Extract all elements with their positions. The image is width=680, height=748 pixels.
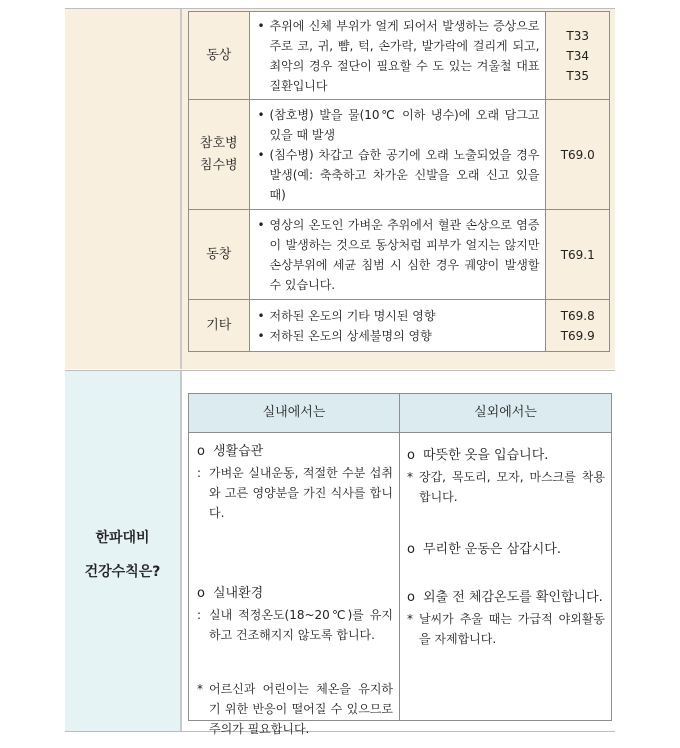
temp-title: 외출 전 체감온도를 확인합니다. xyxy=(423,590,603,605)
list-item: o 실내환경 : 실내 적정온도(18~20℃)를 유지하고 건조해지지 않도록 합니다. xyxy=(197,583,393,645)
list-item: o 따뜻한 옷을 입습니다. * 장갑, 목도리, 모자, 마스크를 착용합니다. xyxy=(407,445,605,507)
list-item: • 추위에 신체 부위가 얼게 되어서 발생하는 증상으로 주로 코, 귀, 뺨, 턱, 손가락, 발가락에 걸리게 되고, 최악의 경우 절단이 필요할 수 도 있는 겨울철 대표 질환입니다 xyxy=(257,18,540,93)
disease-name: 동창 xyxy=(189,210,250,300)
table-row xyxy=(189,100,610,210)
list-item: * 어르신과 어린이는 체온을 유지하기 위한 반응이 떨어질 수 있으므로 주의가 필요합니다. xyxy=(197,679,393,739)
disease-name: 기타 xyxy=(189,300,250,352)
section-title: 한파대비 건강수칙은? xyxy=(84,530,161,580)
disease-description xyxy=(249,210,546,300)
section-divider xyxy=(180,371,182,731)
table-row xyxy=(189,300,610,352)
list-item: o 생활습관 : 가벼운 실내운동, 적절한 수분 섭취와 고른 영양분을 가진 식사를 합니다. xyxy=(197,441,393,523)
list-item: • (참호병) 발을 물(10℃ 이하 냉수)에 오래 담그고 있을 때 발생 xyxy=(257,107,540,142)
outdoor-header: 실외에서는 xyxy=(474,405,537,420)
note-text: 어르신과 어린이는 체온을 유지하기 위한 반응이 떨어질 수 있으므로 주의가 필요합니다. xyxy=(209,682,393,736)
list-item: • 영상의 온도인 가벼운 추위에서 혈관 손상으로 염증이 발생하는 것으로 동상처럼 피부가 얼지는 않지만 손상부위에 세균 침범 시 심한 경우 궤양이 발생할 수 있습니다. xyxy=(257,217,540,292)
list-item: • (침수병) 차갑고 습한 공기에 오래 노출되었을 경우 발생(예: 축축하고 차가운 신발을 오래 신고 있을 때) xyxy=(257,147,540,202)
disease-section xyxy=(65,8,615,369)
list-item: o 무리한 운동은 삼갑시다. xyxy=(407,542,561,557)
page xyxy=(65,8,615,736)
clothes-text: 장갑, 목도리, 모자, 마스크를 착용합니다. xyxy=(419,470,605,504)
health-tips-sidebar xyxy=(65,371,180,731)
env-title: 실내환경 xyxy=(213,586,264,601)
temp-text: 날씨가 추울 때는 가급적 야외활동을 자제합니다. xyxy=(419,612,605,646)
env-text: 실내 적정온도(18~20℃)를 유지하고 건조해지지 않도록 합니다. xyxy=(209,608,393,642)
disease-codes: T69.0 xyxy=(546,100,610,210)
habit-title: 생활습관 xyxy=(213,444,264,459)
list-item: o 외출 전 체감온도를 확인합니다. * 날씨가 추울 때는 가급적 야외활동을 자제합니다. xyxy=(407,587,605,649)
clothes-title: 따뜻한 옷을 입습니다. xyxy=(423,448,549,463)
disease-codes: T69.8 T69.9 xyxy=(546,300,610,352)
disease-description xyxy=(249,300,546,352)
tips-table xyxy=(188,393,612,736)
disease-description xyxy=(249,100,546,210)
disease-name: 동상 xyxy=(189,12,250,100)
disease-section-sidebar xyxy=(65,9,180,369)
disease-codes: T33 T34 T35 xyxy=(546,12,610,100)
disease-codes: T69.1 xyxy=(546,210,610,300)
list-item: • 저하된 온도의 상세불명의 영향 xyxy=(257,328,432,343)
indoor-header: 실내에서는 xyxy=(262,405,326,420)
list-item: • 저하된 온도의 기타 명시된 영향 xyxy=(257,308,436,323)
table-row xyxy=(189,210,610,300)
habit-text: 가벼운 실내운동, 적절한 수분 섭취와 고른 영양분을 가진 식사를 합니다. xyxy=(209,466,393,520)
exercise-title: 무리한 운동은 삼갑시다. xyxy=(423,542,561,557)
table-row xyxy=(189,12,610,100)
section-divider xyxy=(180,9,182,369)
disease-name: 참호병 침수병 xyxy=(189,100,250,210)
column-divider xyxy=(399,394,400,720)
health-tips-section xyxy=(65,370,615,736)
disease-table xyxy=(188,11,610,352)
tips-header-row xyxy=(189,394,611,433)
disease-description xyxy=(249,12,546,100)
